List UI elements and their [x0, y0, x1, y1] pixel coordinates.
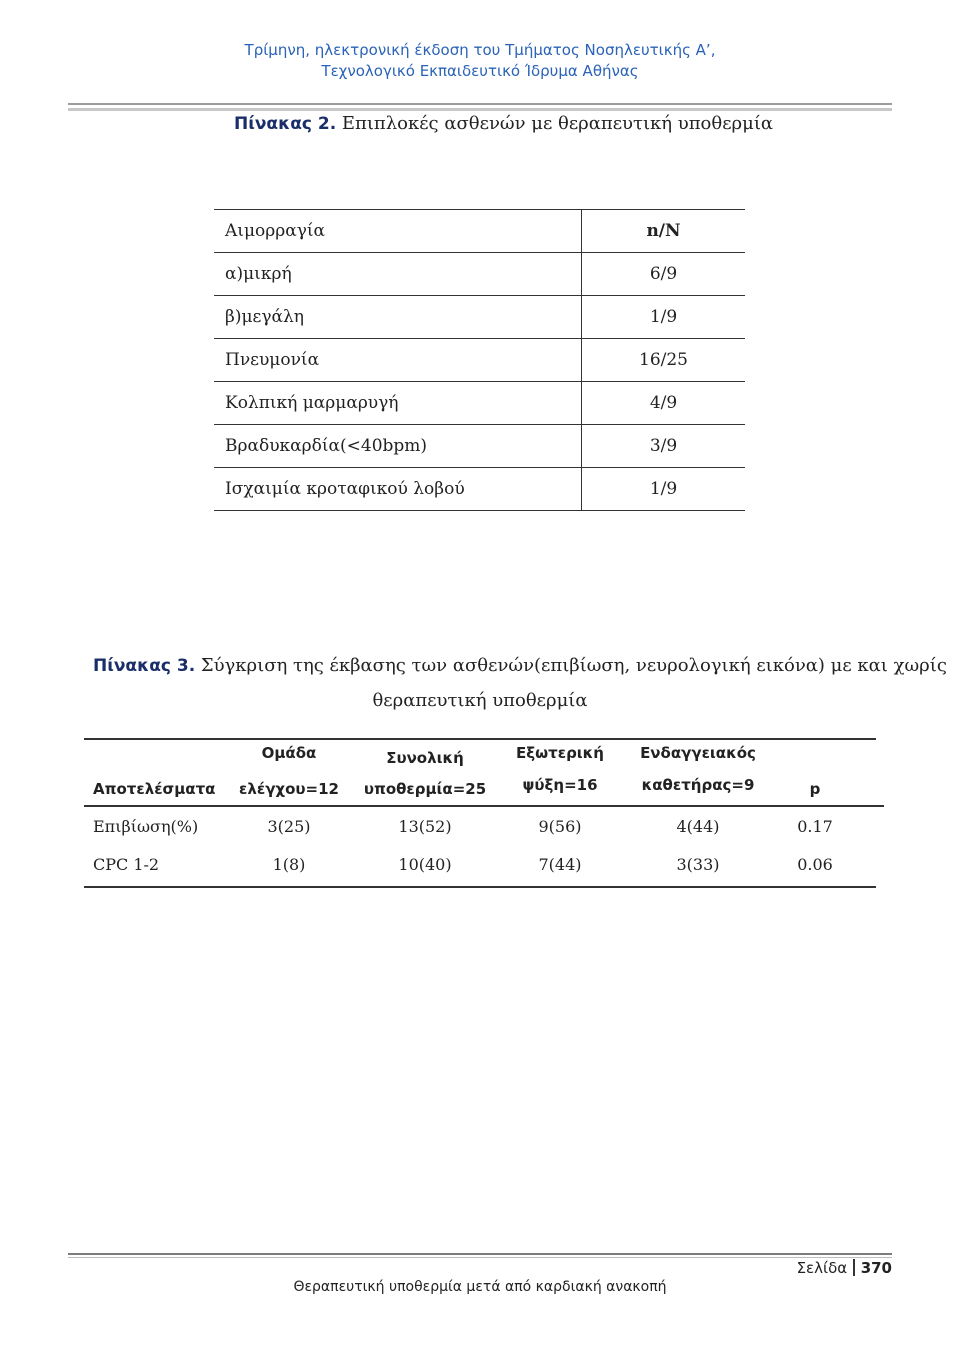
- running-header: [0, 40, 960, 82]
- column-header-total-line2: υποθερμία=25: [363, 780, 487, 798]
- table-row: [214, 468, 745, 511]
- page-label: Σελίδα: [796, 1259, 848, 1277]
- column-header-total-line1: Συνολική: [386, 749, 464, 767]
- column-header-intravascular-line2: καθετήρας=9: [641, 776, 755, 794]
- column-header-external-line1: Εξωτερική: [516, 744, 604, 762]
- cell-external: 7(44): [538, 855, 582, 874]
- complications-table: [214, 209, 745, 511]
- footer-rule-secondary: [68, 1257, 892, 1258]
- column-header-external-line2: ψύξη=16: [522, 776, 598, 794]
- row-label: Βραδυκαρδία(<40bpm): [214, 425, 582, 468]
- row-value: 1/9: [582, 468, 746, 511]
- cell-p: 0.17: [797, 817, 833, 836]
- row-outcome: Επιβίωση(%): [93, 817, 199, 836]
- table3-caption-text: Σύγκριση της έκβασης των ασθενών(επιβίωση, νευρολογική εικόνα) με και χωρίς: [195, 655, 947, 676]
- cell-control: 3(25): [267, 817, 311, 836]
- column-header-control-line1: Ομάδα: [261, 744, 317, 762]
- page-number-block: [790, 1259, 892, 1277]
- table3-bottom-rule: [84, 886, 876, 888]
- row-value: 3/9: [582, 425, 746, 468]
- column-header-results: Αποτελέσματα: [93, 780, 216, 798]
- table3-caption-line2: θεραπευτική υποθερμία: [372, 690, 588, 711]
- column-header-intravascular-line1: Ενδαγγειακός: [640, 744, 756, 762]
- table2-caption: [234, 113, 773, 134]
- header-rule: [68, 103, 892, 105]
- cell-external: 9(56): [538, 817, 582, 836]
- cell-p: 0.06: [797, 855, 833, 874]
- table-row: [214, 339, 745, 382]
- cell-control: 1(8): [272, 855, 306, 874]
- header-rule-secondary: [68, 108, 892, 111]
- column-header-control-line2: ελέγχου=12: [239, 780, 339, 798]
- row-label: Κολπική μαρμαρυγή: [214, 382, 582, 425]
- table-row: [214, 425, 745, 468]
- table-row: [214, 210, 745, 253]
- table3-caption: [93, 655, 947, 676]
- column-header-p: p: [809, 780, 821, 798]
- running-footer: Θεραπευτική υποθερμία μετά από καρδιακή ανακοπή: [293, 1279, 667, 1295]
- page-number: 370: [860, 1259, 892, 1277]
- table2-caption-text: Επιπλοκές ασθενών με θεραπευτική υποθερμία: [336, 113, 774, 134]
- table3-top-rule: [84, 738, 876, 740]
- table3-label: Πίνακας 3.: [93, 656, 196, 676]
- column-header-nN: n/N: [582, 210, 746, 253]
- table-row: [214, 382, 745, 425]
- cell-total: 10(40): [398, 855, 452, 874]
- row-label: Αιμορραγία: [214, 210, 582, 253]
- row-label: β)μεγάλη: [214, 296, 582, 339]
- table-row: [214, 296, 745, 339]
- table3-header-rule: [84, 805, 884, 807]
- table-row: [214, 253, 745, 296]
- table2-label: Πίνακας 2.: [234, 114, 337, 134]
- cell-total: 13(52): [398, 817, 452, 836]
- row-value: 4/9: [582, 382, 746, 425]
- header-line-2: Τεχνολογικό Εκπαιδευτικό Ίδρυμα Αθήνας: [321, 62, 639, 80]
- row-label: Πνευμονία: [214, 339, 582, 382]
- row-value: 6/9: [582, 253, 746, 296]
- cell-intravascular: 4(44): [676, 817, 720, 836]
- row-outcome: CPC 1-2: [93, 855, 160, 874]
- cell-intravascular: 3(33): [676, 855, 720, 874]
- row-label: Ισχαιμία κροταφικού λοβού: [214, 468, 582, 511]
- footer-rule: [68, 1253, 892, 1255]
- header-line-1: Τρίμηνη, ηλεκτρονική έκδοση του Τμήματος Νοσηλευτικής Α’,: [244, 41, 716, 59]
- row-label: α)μικρή: [214, 253, 582, 296]
- row-value: 16/25: [582, 339, 746, 382]
- row-value: 1/9: [582, 296, 746, 339]
- page-separator: [853, 1259, 855, 1276]
